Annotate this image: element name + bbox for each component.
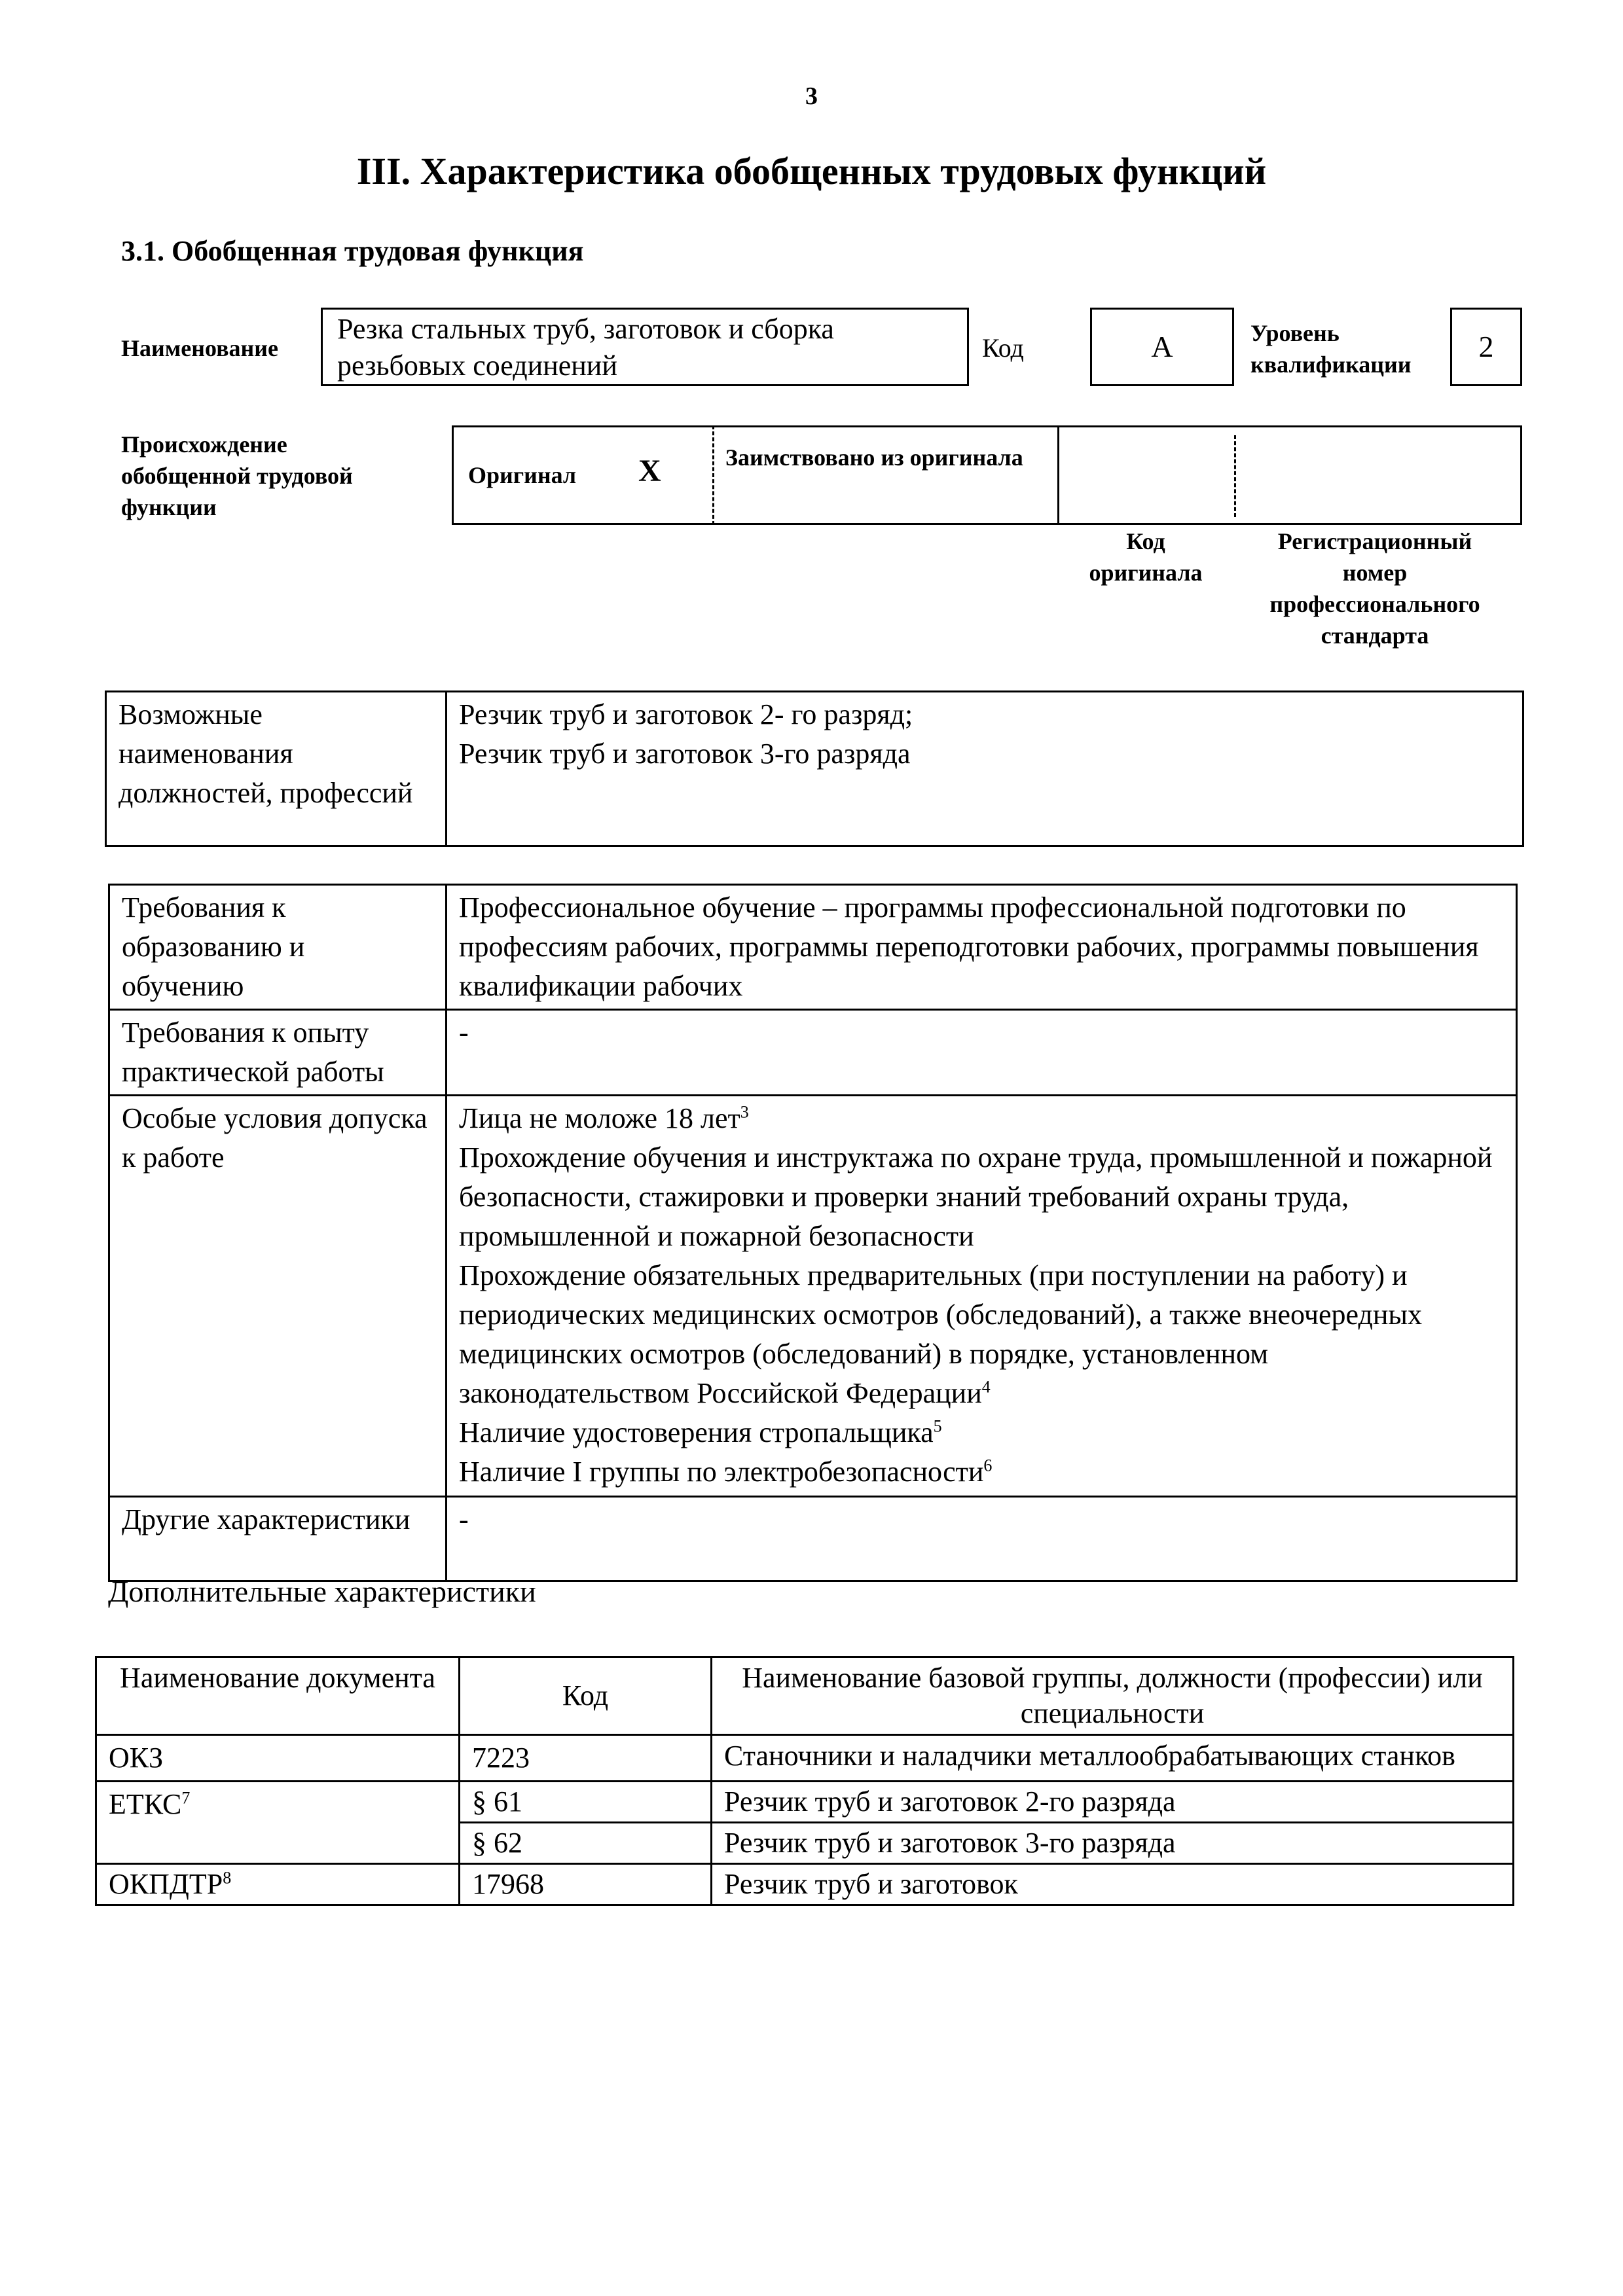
name-cell: Резчик труб и заготовок 2-го разряда bbox=[712, 1782, 1514, 1823]
footnote-ref: 5 bbox=[933, 1416, 942, 1436]
table-row bbox=[106, 692, 1523, 846]
code-cell: § 62 bbox=[460, 1823, 712, 1864]
conditions-value bbox=[447, 1096, 1517, 1497]
table-row bbox=[109, 885, 1517, 1010]
code-cell: 17968 bbox=[460, 1864, 712, 1905]
original-mark: X bbox=[638, 454, 661, 488]
borrowed-label: Заимствовано из оригинала bbox=[725, 444, 1023, 471]
footnote-ref: 4 bbox=[981, 1377, 991, 1397]
footnote-ref: 7 bbox=[181, 1788, 191, 1808]
table-row bbox=[96, 1782, 1514, 1823]
section-title: III. Характеристика обобщенных трудовых функций bbox=[356, 150, 1267, 192]
origin-divider-2 bbox=[1057, 425, 1059, 525]
conditions-label: Особые условия допуска к работе bbox=[109, 1096, 447, 1497]
additional-title: Дополнительные характеристики bbox=[108, 1575, 536, 1608]
experience-value: - bbox=[447, 1010, 1517, 1096]
footnote-ref: 6 bbox=[983, 1456, 993, 1475]
conditions-line: Лица не моложе 18 лет$^3$ bbox=[459, 1102, 749, 1134]
positions-value bbox=[447, 692, 1523, 846]
code-value-box bbox=[1090, 308, 1234, 386]
origin-divider-3 bbox=[1234, 435, 1238, 517]
level-value: 2 bbox=[1478, 330, 1494, 363]
level-value-box bbox=[1450, 308, 1522, 386]
code-value: A bbox=[1151, 330, 1173, 363]
name-label: Наименование bbox=[121, 335, 278, 361]
conditions-line: Прохождение обязательных предварительных (при поступлении на работу) и периодических медицинских осмотров (обследований), а также внеочередных медицинских осмотров (обследований) в порядке, установленном законодательством Российской Федерации$^4$ bbox=[459, 1259, 1422, 1409]
table-header-row bbox=[96, 1657, 1514, 1735]
code-label: Код bbox=[982, 333, 1024, 363]
doc-cell: ОКПДТР$^8$ bbox=[96, 1864, 460, 1905]
code-cell: 7223 bbox=[460, 1735, 712, 1782]
other-label: Другие характеристики bbox=[109, 1497, 447, 1581]
experience-label: Требования к опыту практической работы bbox=[109, 1010, 447, 1096]
education-label: Требования к образованию и обучению bbox=[109, 885, 447, 1010]
positions-line: Резчик труб и заготовок 2- го разряд; bbox=[459, 698, 913, 730]
original-label: Оригинал bbox=[468, 462, 577, 488]
origin-box bbox=[452, 425, 1522, 525]
header-document: Наименование документа bbox=[96, 1657, 460, 1735]
table-row bbox=[109, 1096, 1517, 1497]
page-number: 3 bbox=[805, 82, 818, 110]
code-cell: § 61 bbox=[460, 1782, 712, 1823]
origin-label: Происхождение обобщенной трудовой функции bbox=[121, 431, 353, 520]
origin-divider bbox=[712, 425, 716, 525]
name-value: Резка стальных труб, заготовок и сборка резьбовых соединений bbox=[337, 313, 834, 382]
doc-cell: ЕТКС$^7$ bbox=[96, 1782, 460, 1864]
table-row bbox=[109, 1010, 1517, 1096]
positions-table bbox=[105, 691, 1524, 847]
table-row bbox=[109, 1497, 1517, 1581]
level-label: Уровень квалификации bbox=[1250, 320, 1412, 378]
other-value: - bbox=[447, 1497, 1517, 1581]
conditions-line: Наличие удостоверения стропальщика$^5$ bbox=[459, 1416, 942, 1448]
positions-line: Резчик труб и заготовок 3-го разряда bbox=[459, 738, 911, 770]
footnote-ref: 3 bbox=[740, 1102, 749, 1122]
name-cell: Резчик труб и заготовок bbox=[712, 1864, 1514, 1905]
header-code: Код bbox=[460, 1657, 712, 1735]
name-value-box bbox=[321, 308, 969, 386]
name-cell: Станочники и наладчики металлообрабатывающих станков bbox=[712, 1735, 1514, 1782]
table-row bbox=[96, 1864, 1514, 1905]
doc-cell: ОКЗ bbox=[96, 1735, 460, 1782]
table-row bbox=[96, 1735, 1514, 1782]
subsection-title: 3.1. Обобщенная трудовая функция bbox=[121, 235, 584, 267]
reg-number-caption: Регистрационный номер профессионального стандарта bbox=[1269, 528, 1480, 649]
footnote-ref: 8 bbox=[223, 1868, 232, 1888]
header-name: Наименование базовой группы, должности (профессии) или специальности bbox=[712, 1657, 1514, 1735]
conditions-line: Наличие I группы по электробезопасности$^6$ bbox=[459, 1456, 993, 1488]
conditions-line: Прохождение обучения и инструктажа по охране труда, промышленной и пожарной безопасности, стажировки и проверки знаний требований охраны труда, промышленной и пожарной безопасности bbox=[459, 1141, 1493, 1252]
requirements-table bbox=[108, 884, 1518, 1582]
code-original-caption: Код оригинала bbox=[1089, 528, 1203, 586]
name-cell: Резчик труб и заготовок 3-го разряда bbox=[712, 1823, 1514, 1864]
education-value: Профессиональное обучение – программы профессиональной подготовки по профессиям рабочих, программы переподготовки рабочих, программы повышения квалификации рабочих bbox=[447, 885, 1517, 1010]
positions-label: Возможные наименования должностей, профессий bbox=[106, 692, 447, 846]
additional-table bbox=[95, 1656, 1514, 1906]
